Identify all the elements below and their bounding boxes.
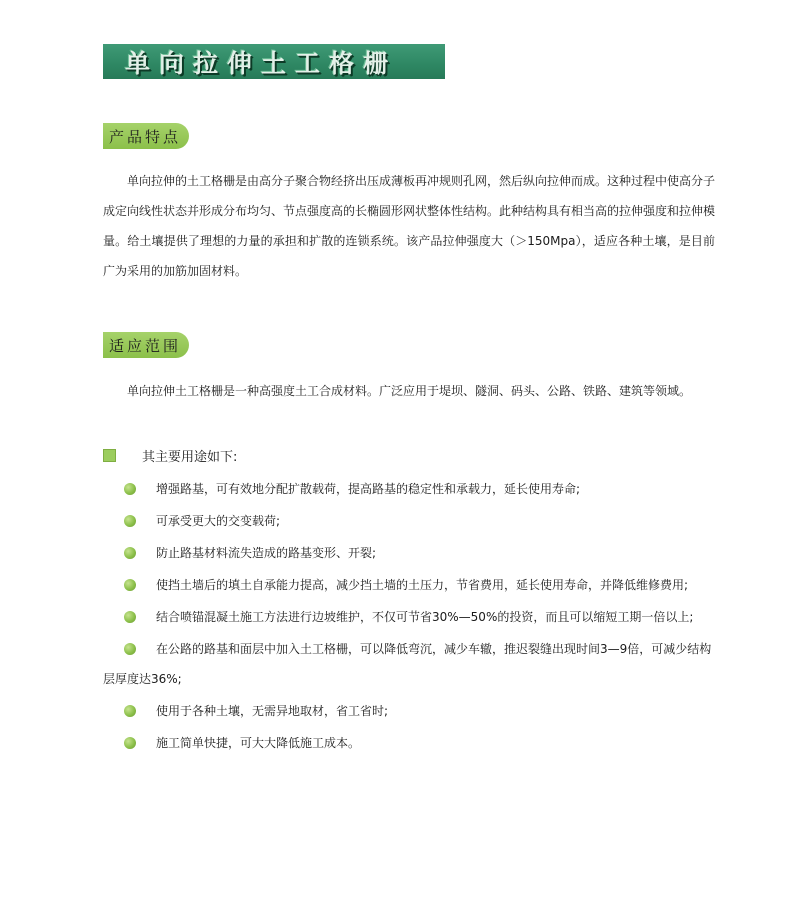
list-item-text: 防止路基材料流失造成的路基变形、开裂; [156,546,377,560]
section-heading-scope-label: 适应范围 [109,336,182,355]
section-heading-scope [103,332,189,358]
list-item-text: 可承受更大的交变载荷; [156,514,281,528]
title-banner [103,44,445,79]
green-circle-bullet-icon [124,515,136,527]
list-item [103,728,715,758]
green-circle-bullet-icon [124,547,136,559]
green-circle-bullet-icon [124,483,136,495]
uses-list [103,474,715,760]
green-circle-bullet-icon [124,611,136,623]
list-item [103,696,715,726]
green-square-icon [103,449,116,462]
list-item-text: 施工简单快捷，可大大降低施工成本。 [156,736,361,750]
list-item-text: 在公路的路基和面层中加入土工格栅，可以降低弯沉，减少车辙，推迟裂缝出现时间3—9倍，可减少结构层厚度达36%; [103,642,712,686]
list-item [103,634,715,694]
scope-paragraph: 单向拉伸土工格栅是一种高强度土工合成材料。广泛应用于堤坝、隧洞、码头、公路、铁路、建筑等领域。 [127,384,692,398]
list-item [103,570,715,600]
features-paragraph: 单向拉伸的土工格栅是由高分子聚合物经挤出压成薄板再冲规则孔网，然后纵向拉伸而成。这种过程中使高分子成定向线性状态并形成分布均匀、节点强度高的长椭圆形网状整体性结构。此种结构具有相当高的拉伸强度和拉伸模量。给土壤提供了理想的力量的承担和扩散的连锁系统。该产品拉伸强度大（＞150Mpa），适应各种土壤，是目前广为采用的加筋加固材料。 [103,174,716,278]
list-item [103,538,715,568]
section-heading-features-label: 产品特点 [109,127,182,146]
section-heading-features [103,123,189,149]
list-item [103,474,715,504]
list-item-text: 增强路基，可有效地分配扩散载荷，提高路基的稳定性和承载力，延长使用寿命; [156,482,581,496]
green-circle-bullet-icon [124,643,136,655]
list-item-text: 结合喷锚混凝土施工方法进行边坡维护，不仅可节省30%—50%的投资，而且可以缩短工期一倍以上; [156,610,694,624]
page-title: 单向拉伸土工格栅 [125,48,398,78]
main-uses-heading [103,444,237,466]
list-item [103,506,715,536]
green-circle-bullet-icon [124,579,136,591]
list-item [103,602,715,632]
list-item-text: 使用于各种土壤，无需异地取材，省工省时; [156,704,389,718]
green-circle-bullet-icon [124,705,136,717]
list-item-text: 使挡土墙后的填土自承能力提高，减少挡土墙的土压力，节省费用，延长使用寿命，并降低维修费用; [156,578,689,592]
main-uses-label: 其主要用途如下: [142,449,238,465]
green-circle-bullet-icon [124,737,136,749]
